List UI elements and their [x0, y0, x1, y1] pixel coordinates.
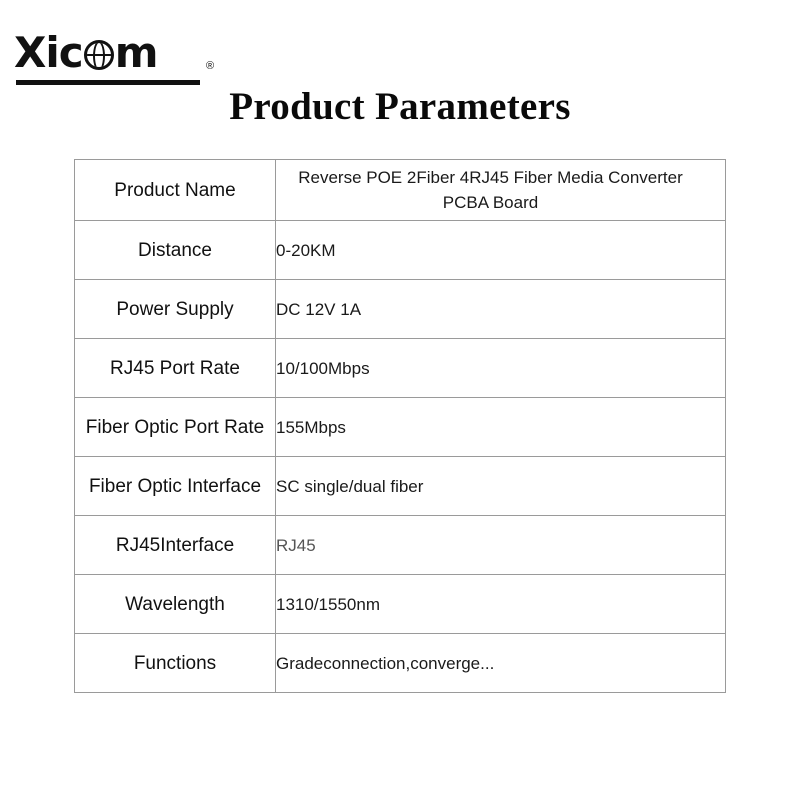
row-value: Reverse POE 2Fiber 4RJ45 Fiber Media Converter PCBA Board: [276, 160, 726, 221]
table-row: [75, 221, 726, 280]
table-row: [75, 339, 726, 398]
row-label: RJ45 Port Rate: [75, 339, 276, 398]
table-row: [75, 516, 726, 575]
row-label: RJ45Interface: [75, 516, 276, 575]
row-value: 1310/1550nm: [276, 575, 726, 634]
row-value: 155Mbps: [276, 398, 726, 457]
row-label: Functions: [75, 634, 276, 693]
globe-icon: [84, 40, 114, 70]
table-row: [75, 634, 726, 693]
table-row: [75, 575, 726, 634]
row-value: 0-20KM: [276, 221, 726, 280]
row-value: SC single/dual fiber: [276, 457, 726, 516]
table-row: [75, 280, 726, 339]
row-label: Power Supply: [75, 280, 276, 339]
row-value: DC 12V 1A: [276, 280, 726, 339]
row-label: Product Name: [75, 160, 276, 221]
table-row: [75, 160, 726, 221]
table-row: [75, 457, 726, 516]
brand-logo-text-part3: m: [114, 28, 158, 77]
brand-logo-text-part1: X: [14, 28, 46, 77]
row-label: Distance: [75, 221, 276, 280]
row-label: Fiber Optic Port Rate: [75, 398, 276, 457]
table-row: [75, 398, 726, 457]
row-value: Gradeconnection,converge...: [276, 634, 726, 693]
row-label: Fiber Optic Interface: [75, 457, 276, 516]
brand-logo-text: [14, 30, 161, 76]
product-parameters-table: [74, 159, 726, 693]
registered-mark: ®: [206, 60, 215, 72]
row-value: 10/100Mbps: [276, 339, 726, 398]
row-value: RJ45: [276, 516, 726, 575]
brand-logo: [14, 30, 274, 86]
brand-logo-text-part2: ic: [45, 28, 83, 77]
row-label: Wavelength: [75, 575, 276, 634]
page-title: Product Parameters: [229, 85, 571, 128]
